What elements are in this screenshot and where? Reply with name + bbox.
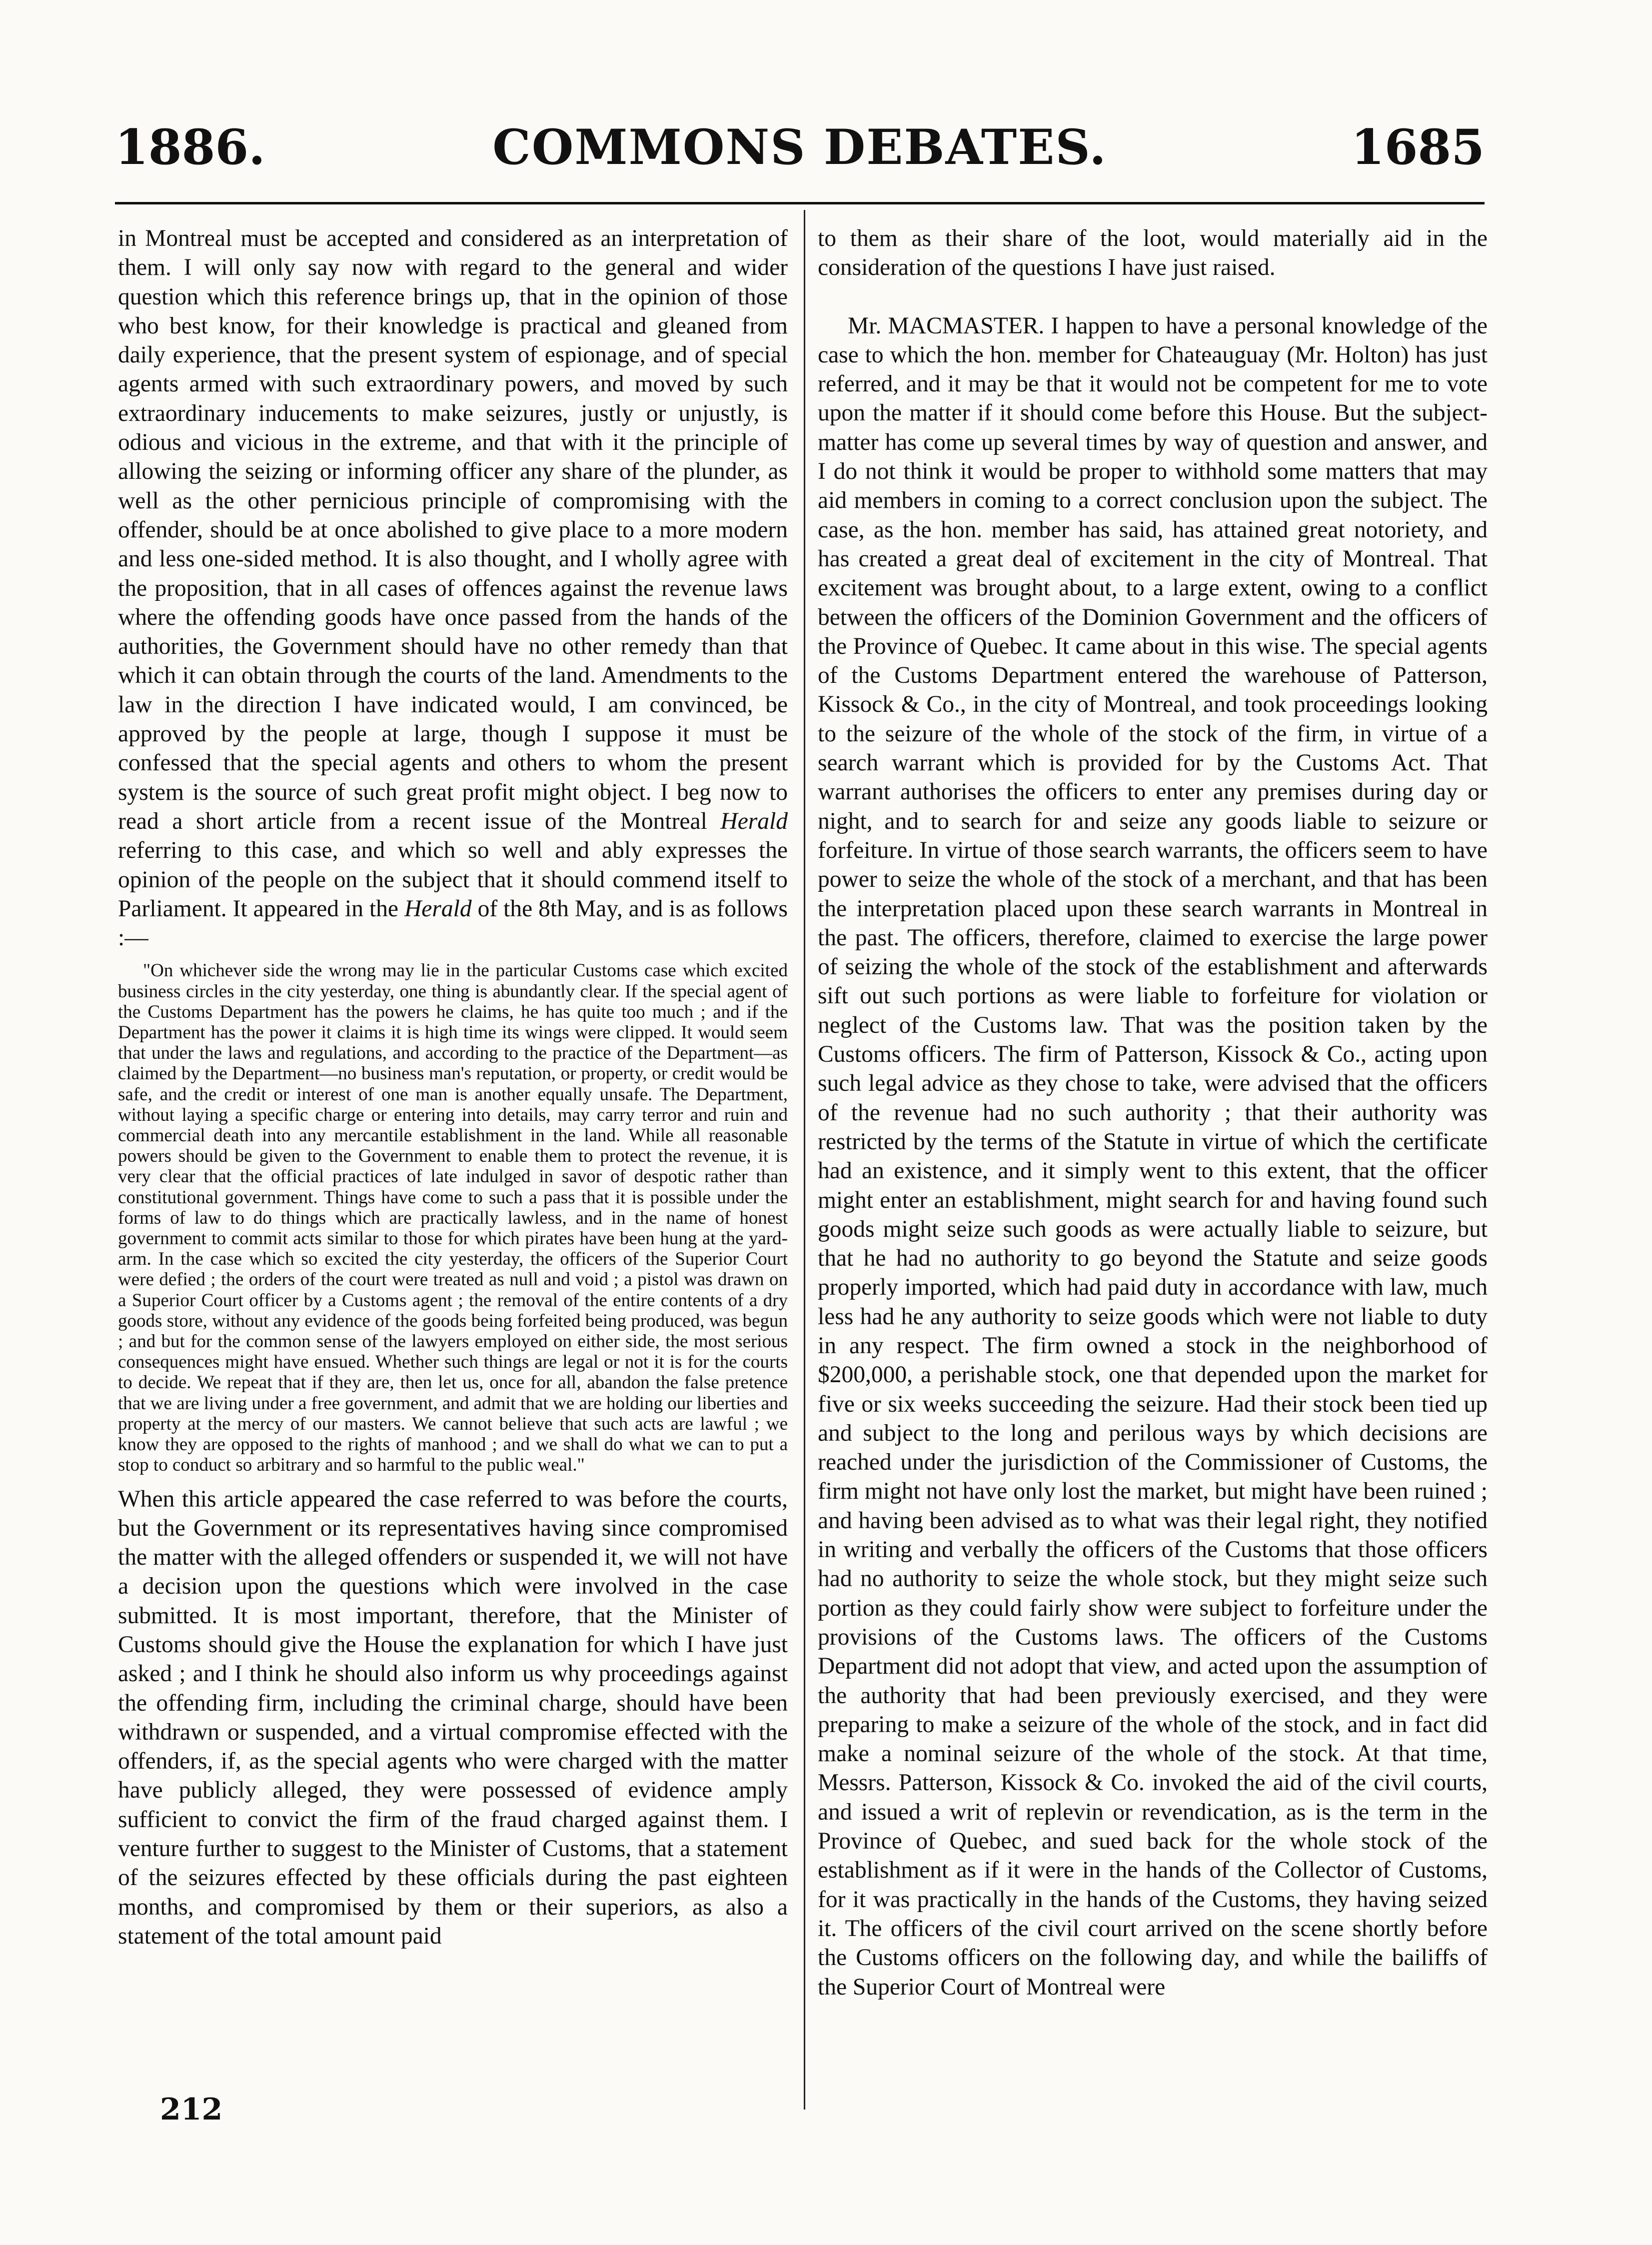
herald-title-2: Herald <box>404 895 472 922</box>
column-divider <box>804 210 805 2110</box>
right-column <box>818 224 1488 2002</box>
herald-quotation: "On whichever side the wrong may lie in the particular Customs case which excited business circles in the city yesterday, one thing is abundantly clear. If the special agent of the Customs Department has the powers he claims, he has quite too much ; and if the Department has the power it claims it is high time its wings were clipped. It would seem that under the laws and regulations, and according to the practice of the Department—as claimed by the Department—no business man's reputation, or property, or credit would be safe, and the credit or interest of one man is another equally unsafe. The Department, without laying a specific charge or entering into details, may carry terror and ruin and commercial death into any mercantile establishment in the land. While all reasonable powers should be given to the Government to enable them to protect the revenue, it is very clear that the official practices of late indulged in savor of despotic rather than constitutional government. Things have come to such a pass that it is possible under the forms of law to do things which are practically lawless, and in the name of honest government to commit acts similar to those for which pirates have been hung at the yard-arm. In the case which so excited the city yesterday, the officers of the Superior Court were defied ; the orders of the court were treated as null and void ; a pistol was drawn on a Superior Court officer by a Customs agent ; the removal of the entire contents of a dry goods store, without any evidence of the goods being forfeited being produced, was begun ; and but for the common sense of the lawyers employed on either side, the most serious consequences might have ensued. Whether such things are legal or not it is for the courts to decide. We repeat that if they are, then let us, once for all, abandon the false pretence that we are living under a free government, and admit that we are holding our liberties and property at the mercy of our masters. We cannot believe that such acts are lawful ; we know they are opposed to the rights of manhood ; and we shall do what we can to put a stop to conduct so arbitrary and so harmful to the public weal." <box>118 960 788 1476</box>
left-paragraph-1 <box>118 224 788 952</box>
left-para1-before: in Montreal must be accepted and considered as an interpretation of them. I will only say now with regard to the general and wider question which this reference brings up, that in the opinion of those who best know, for their knowledge is practical and gleaned from daily experience, that the present system of espionage, and of special agents armed with such extraordinary powers, and moved by such extraordinary inducements to make seizures, justly or unjustly, is odious and vicious in the extreme, and that with it the principle of allowing the seizing or informing officer any share of the plunder, as well as the other pernicious principle of compromising with the offender, should be at once abolished to give place to a more modern and less one-sided method. It is also thought, and I wholly agree with the proposition, that in all cases of offences against the revenue laws where the offending goods have once passed from the hands of the authorities, the Government should have no other remedy than that which it can obtain through the courts of the land. Amendments to the law in the direction I have indicated would, I am convinced, be approved by the people at large, though I suppose it must be confessed that the special agents and others to whom the present system is the source of such great profit might object. I beg now to read a short article from a recent issue of the Montreal <box>118 225 788 834</box>
right-paragraph-1: to them as their share of the loot, would materially aid in the consideration of the questions I have just raised. <box>818 225 1488 281</box>
signature-mark: 212 <box>160 2092 223 2127</box>
left-para1-mid: referring to this case, and which so well and ably expresses the opinion of the people on the subject that it should commend itself to Parliament. It appeared in the <box>118 837 788 922</box>
header-title: COMMONS DEBATES. <box>492 119 1107 175</box>
header-year: 1886. <box>115 119 265 175</box>
header-rule <box>115 202 1485 204</box>
left-column <box>118 224 788 1951</box>
macmaster-speech: Mr. MACMASTER. I happen to have a personal knowledge of the case to which the hon. member for Chateauguay (Mr. Holton) has just referred, and it may be that it would not be competent for me to vote upon the matter if it should come before this House. But the subject-matter has come up several times by way of question and answer, and I do not think it would be proper to withhold some matters that may aid members in coming to a correct conclusion upon the subject. The case, as the hon. member has said, has attained great notoriety, and has created a great deal of excitement in the city of Montreal. That excitement was brought about, to a large extent, owing to a conflict between the officers of the Dominion Government and the officers of the Province of Quebec. It came about in this wise. The special agents of the Customs Department entered the warehouse of Patterson, Kissock & Co., in the city of Montreal, and took proceedings looking to the seizure of the whole of the stock of the firm, in virtue of a search warrant which is provided for by the Customs Act. That warrant authorises the officers to enter any premises during day or night, and to search for and seize any goods liable to seizure or forfeiture. In virtue of those search warrants, the officers seem to have power to seize the whole of the stock of a merchant, and that has been the interpretation placed upon these search warrants in Montreal in the past. The officers, therefore, claimed to exercise the large power of seizing the whole of the stock of the establishment and afterwards sift out such portions as were liable to forfeiture for violation or neglect of the Customs law. That was the position taken by the Customs officers. The firm of Patterson, Kissock & Co., acting upon such legal advice as they chose to take, were advised that the officers of the revenue had no such authority ; that their authority was restricted by the terms of the Statute in virtue of which the certificate had an existence, and it simply went to this extent, that the officer might enter an establishment, might search for and having found such goods might seize such goods as were actually liable to seizure, but that he had no authority to go beyond the Statute and seize goods properly imported, which had paid duty in accordance with law, much less had he any authority to seize goods which were not liable to duty in any respect. The firm owned a stock in the neighborhood of $200,000, a perishable stock, one that depended upon the market for five or six weeks succeeding the seizure. Had their stock been tied up and subject to the long and perilous ways by which decisions are reached under the jurisdiction of the Commissioner of Customs, the firm might not have only lost the market, but might have been ruined ; and having been advised as to what was their legal right, they notified in writing and verbally the officers of the Customs that those officers had no authority to seize the whole stock, but they might seize such portion as they could fairly show were subject to forfeiture under the provisions of the Customs laws. The officers of the Customs Department did not adopt that view, and acted upon the assumption of the authority that had been previously exercised, and they were preparing to make a seizure of the whole of the stock, and in fact did make a nominal seizure of the whole of the stock. At that time, Messrs. Patterson, Kissock & Co. invoked the aid of the civil courts, and issued a writ of replevin or revendication, as is the term in the Province of Quebec, and sued back for the whole stock of the establishment as if it were in the hands of the Collector of Customs, for it was practically in the hands of the Customs, they having seized it. The officers of the civil court arrived on the scene shortly before the Customs officers on the following day, and while the bailiffs of the Superior Court of Montreal were <box>818 312 1488 2000</box>
left-paragraph-2: When this article appeared the case referred to was before the courts, but the Government or its representatives having since compromised the matter with the alleged offenders or suspended it, we will not have a decision upon the questions which were involved in the case submitted. It is most important, therefore, that the Minister of Customs should give the House the explanation for which I have just asked ; and I think he should also inform us why proceedings against the offending firm, including the criminal charge, should have been withdrawn or suspended, and a virtual compromise effected with the offenders, if, as the special agents who were charged with the matter have publicly alleged, they were possessed of evidence amply sufficient to convict the firm of the fraud charged against them. I venture further to suggest to the Minister of Customs, that a statement of the seizures effected by these officials during the past eighteen months, and compromised by them or their superiors, as also a statement of the total amount paid <box>118 1486 788 1949</box>
page-header <box>115 115 1485 190</box>
left-para1-after: of the 8th May, and is as follows :— <box>118 895 788 951</box>
header-page-number: 1685 <box>1351 119 1485 175</box>
herald-title-1: Herald <box>720 808 788 834</box>
